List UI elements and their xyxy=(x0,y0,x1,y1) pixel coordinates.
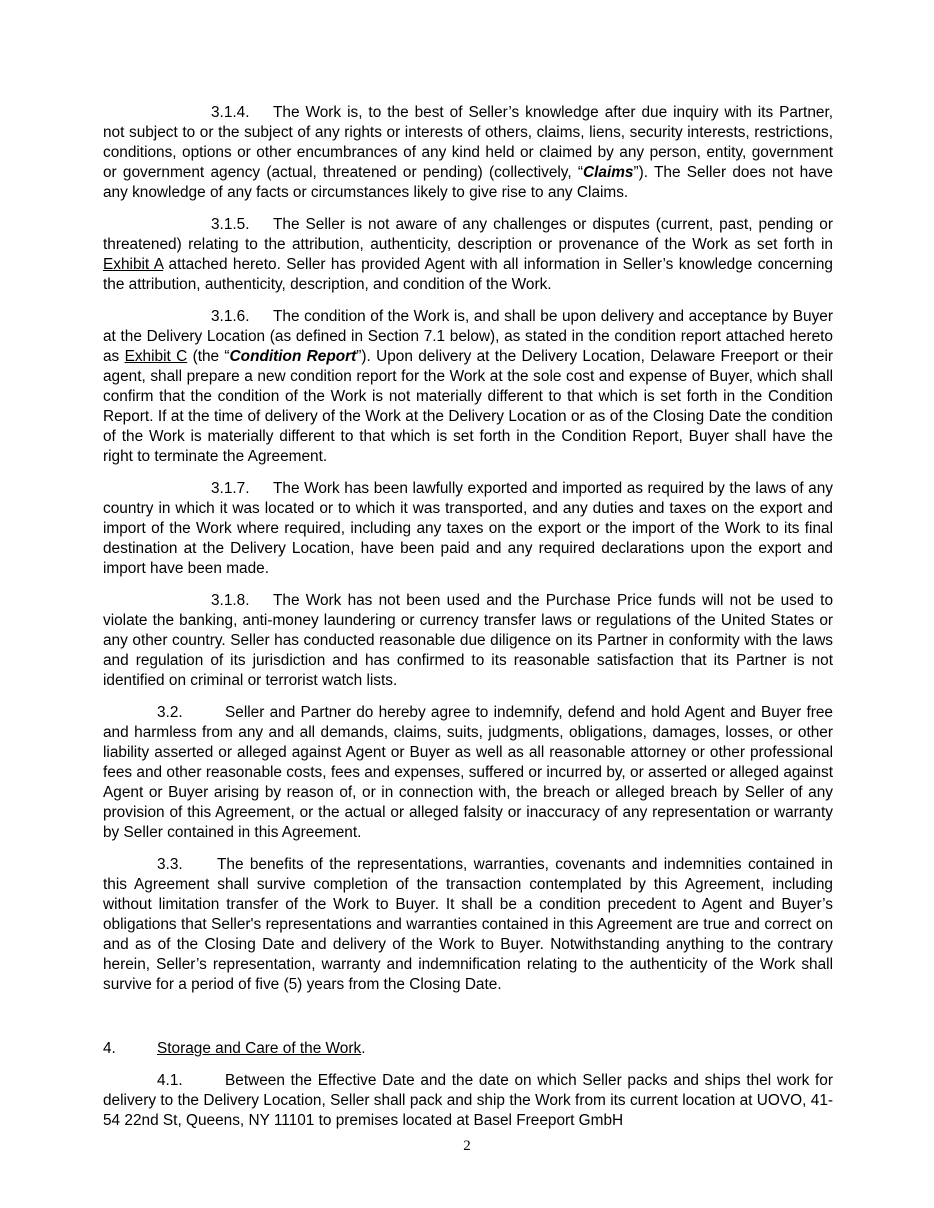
section-3-1-7 xyxy=(103,479,833,579)
section-number: 3.1.5. xyxy=(211,216,250,233)
paragraph-text: The Work is, to the best of Seller’s knowledge after due inquiry with its Partner, not subject to or the subject of any rights or interests of others, claims, liens, security interests, restrictions, conditions, options or other encumbrances of any kind held or claimed by any person, entity, government or government agency (actual, threatened or pending) (collectively, “ xyxy=(103,104,833,181)
paragraph-text: The benefits of the representations, warranties, covenants and indemnities contained in this Agreement shall survive completion of the transaction contemplated by this Agreement, including without limitation transfer of the Work to Buyer. It shall be a condition precedent to Agent and Buyer’s obligations that Seller's representations and warranties contained in this Agreement are true and correct on and as of the Closing Date and delivery of the Work to Buyer. Notwithstanding anything to the contrary herein, Seller’s representation, warranty and indemnification relating to the authenticity of the Work shall survive for a period of five (5) years from the Closing Date. xyxy=(103,856,833,993)
page-number: 2 xyxy=(463,1138,471,1154)
exhibit-a-reference: Exhibit A xyxy=(103,256,164,273)
section-number: 3.1.8. xyxy=(211,592,250,609)
section-number: 4. xyxy=(103,1040,116,1057)
section-3-1-4 xyxy=(103,103,833,203)
paragraph-text: The Seller is not aware of any challenges or disputes (current, past, pending or threatened) relating to the attribution, authenticity, description or provenance of the Work as set forth in xyxy=(103,216,833,253)
paragraph-text: Seller and Partner do hereby agree to indemnify, defend and hold Agent and Buyer free and harmless from any and all demands, claims, suits, judgments, obligations, damages, losses, or other liability asserted or alleged against Agent or Buyer as well as all reasonable attorney or other professional fees and other reasonable costs, fees and expenses, suffered or incurred by, or asserted or alleged against Agent or Buyer arising by reason of, or in connection with, the breach or alleged breach by Seller of any provision of this Agreement, or the actual or alleged falsity or inaccuracy of any representation or warranty by Seller contained in this Agreement. xyxy=(103,704,833,841)
section-title: Storage and Care of the Work xyxy=(157,1040,362,1057)
defined-term-claims: Claims xyxy=(583,164,634,181)
paragraph-text: ”). Upon delivery at the Delivery Location, Delaware Freeport or their agent, shall prepare a new condition report for the Work at the sole cost and expense of Buyer, which shall confirm that the condition of the Work is not materially different to that which is set forth in the Condition Report. If at the time of delivery of the Work at the Delivery Location or as of the Closing Date the condition of the Work is materially different to that which is set forth in the Condition Report, Buyer shall have the right to terminate the Agreement. xyxy=(103,348,833,465)
exhibit-c-reference: Exhibit C xyxy=(124,348,188,365)
section-3-1-8 xyxy=(103,591,833,691)
section-number: 3.1.7. xyxy=(211,480,250,497)
section-number: 4.1. xyxy=(157,1072,183,1089)
section-number: 3.1.6. xyxy=(211,308,250,325)
paragraph-text: The Work has been lawfully exported and imported as required by the laws of any country in which it was located or to which it was transported, and any duties and taxes on the export and import of the Work where required, including any taxes on the export or the import of the Work to its final destination at the Delivery Location, have been paid and any required declarations upon the export and import have been made. xyxy=(103,480,833,577)
paragraph-text: Between the Effective Date and the date on which Seller packs and ships thel work for delivery to the Delivery Location, Seller shall pack and ship the Work from its current location at UOVO, 41-54 22nd St, Queens, NY 11101 to premises located at Basel Freeport GmbH xyxy=(103,1072,833,1129)
section-3-2 xyxy=(103,703,833,843)
paragraph-text: (the “ xyxy=(187,348,230,365)
paragraph-text: attached hereto. Seller has provided Agent with all information in Seller’s knowledge concerning the attribution, authenticity, description, and condition of the Work. xyxy=(103,256,833,293)
defined-term-condition-report: Condition Report xyxy=(229,348,357,365)
document-body xyxy=(103,103,833,1143)
section-number: 3.3. xyxy=(157,856,183,873)
section-3-3 xyxy=(103,855,833,995)
paragraph-text: The Work has not been used and the Purchase Price funds will not be used to violate the banking, anti-money laundering or currency transfer laws or regulations of the United States or any other country. Seller has conducted reasonable due diligence on its Partner in conformity with the laws and regulation of its jurisdiction and has confirmed to its reasonable satisfaction that its Partner is not identified on criminal or terrorist watch lists. xyxy=(103,592,833,689)
section-number: 3.1.4. xyxy=(211,104,250,121)
paragraph-text: ”). The Seller does not have any knowledge of any facts or circumstances likely to give rise to any Claims. xyxy=(103,164,833,201)
section-4-heading xyxy=(103,1039,833,1059)
section-3-1-6 xyxy=(103,307,833,467)
section-number: 3.2. xyxy=(157,704,183,721)
paragraph-text: The condition of the Work is, and shall be upon delivery and acceptance by Buyer at the Delivery Location (as defined in Section 7.1 below), as stated in the condition report attached hereto as xyxy=(103,308,833,365)
section-title-period: . xyxy=(361,1040,366,1057)
section-4-1 xyxy=(103,1071,833,1131)
section-3-1-5 xyxy=(103,215,833,295)
